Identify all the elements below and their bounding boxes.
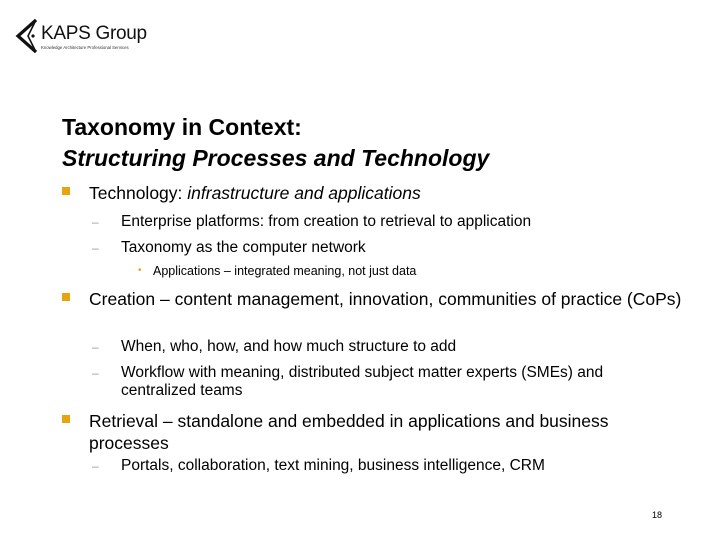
dash-bullet-icon: – (92, 215, 99, 229)
bullet-lead-italic: infrastructure and applications (187, 183, 421, 203)
dash-bullet-icon: – (92, 241, 99, 255)
bullet-text (89, 182, 682, 204)
logo-name: KAPS Group (41, 23, 147, 44)
bullet-retrieval (62, 410, 682, 454)
sub-bullet (92, 213, 672, 231)
bullet-lead: Technology: (89, 183, 188, 203)
sub-bullet (92, 457, 672, 475)
sub-bullet-text: Taxonomy as the computer network (121, 239, 366, 256)
square-bullet-icon (62, 415, 70, 423)
sub-bullet-text: Portals, collaboration, text mining, business intelligence, CRM (121, 457, 545, 474)
sub-bullet-text: Workflow with meaning, distributed subject matter experts (SMEs) and centralized teams (121, 364, 604, 399)
bullet-technology (62, 182, 682, 204)
sub-sub-bullet-text: Applications – integrated meaning, not just data (153, 264, 417, 278)
bullet-text: Retrieval – standalone and embedded in applications and business processes (89, 411, 609, 453)
logo-tagline: Knowledge Architecture Professional Services (41, 45, 129, 50)
square-bullet-icon (62, 293, 70, 301)
title-line-1: Taxonomy in Context: (62, 114, 302, 140)
bullet-text: Creation – content management, innovation, communities of practice (CoPs) (89, 289, 682, 309)
sub-bullet-text: Enterprise platforms: from creation to retrieval to application (121, 213, 532, 230)
sub-bullet (92, 364, 652, 400)
page-number: 18 (652, 510, 663, 520)
sub-bullet-text: When, who, how, and how much structure to add (121, 338, 457, 355)
slide-title (62, 112, 489, 174)
bullet-creation (62, 288, 682, 310)
kaps-group-logo (14, 16, 154, 56)
square-bullet-icon (62, 187, 70, 195)
dash-bullet-icon: – (92, 340, 99, 354)
kaps-diamond-logo-icon (14, 16, 40, 56)
sub-sub-bullet (138, 263, 638, 279)
dot-bullet-icon: • (138, 265, 142, 276)
title-line-2: Structuring Processes and Technology (62, 145, 490, 171)
sub-bullet (92, 239, 672, 257)
dash-bullet-icon: – (92, 459, 99, 473)
sub-bullet (92, 338, 672, 356)
dash-bullet-icon: – (92, 366, 99, 380)
